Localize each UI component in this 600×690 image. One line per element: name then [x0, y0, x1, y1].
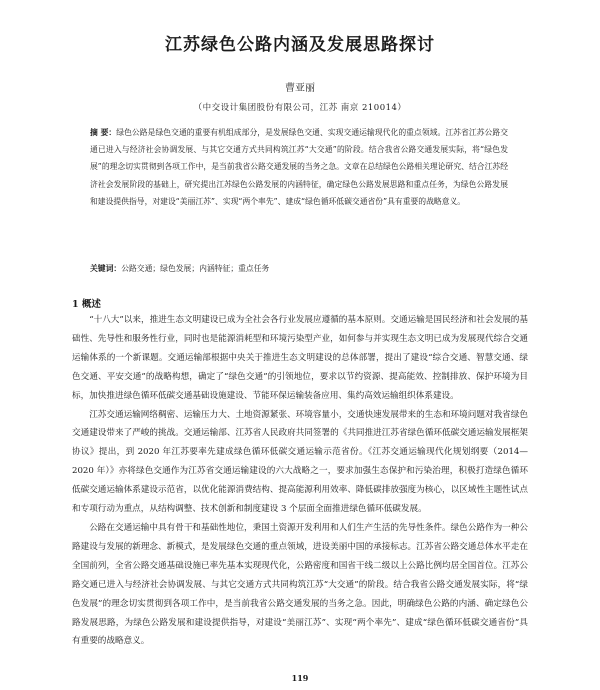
abstract-block: [90, 124, 508, 210]
keywords-block: [90, 262, 508, 276]
body-paragraph: 公路在交通运输中具有骨干和基础性地位，秉国土资源开发利用和人们生产生活的先导性条件。绿色公路作为一种公路建设与发展的新理念、新模式，是发展绿色交通的重点领域，进设美丽中国的承接标志。江苏省公路交通总体水平走在全国前列，全省公路交通基础设施已率先基本实现现代化，公路密度和国省干线二级以上公路比例均居全国首位。江苏公路交通已进入与经济社会协调发展、与其它交通方式共同构筑江苏“大交通”的阶段。结合我省公路交通发展实际，将“绿色发展”的理念切实贯彻到各项工作中，是当前我省公路交通发展的当务之急。因此，明确绿色公路的内涵、确定绿色公路发展思路，为绿色公路发展和建设提供指导，对建设“美丽江苏”、实现“两个率先”、建成“绿色循环低碳交通省份”具有重要的战略意义。: [72, 522, 528, 647]
abstract-text: 绿色公路是绿色交通的重要有机组成部分，是发展绿色交通、实现交通运输现代化的重点领域。江苏省江苏公路交通已进入与经济社会协调发展、与其它交通方式共同构筑江苏“大交通”的阶段。结合我省公路交通发展实际，将“绿色发展”的理念切实贯彻到各项工作中，是当前我省公路交通发展的当务之急。文章在总结绿色公路相关理论研究、结合江苏经济社会发展阶段的基础上，研究提出江苏绿色公路发展的内涵特征，确定绿色公路发展思路和重点任务，为绿色公路发展和建设提供指导，对建设“美丽江苏”、实现“两个率先”、建成“绿色循环低碳交通省份”具有重要的战略意义。: [90, 128, 508, 206]
body-paragraph: “十八大”以来，推进生态文明建设已成为全社会各行业发展应遵循的基本原则。交通运输是国民经济和社会发展的基础性、先导性和服务性行业，同时也是能源消耗型和环境污染型产业，如何参与并实现生态文明已成为发展现代综合交通运输体系的一个新课题。交通运输部根据中央关于推进生态文明建设的总体部署，提出了建设“综合交通、智慧交通、绿色交通、平安交通”的战略构想，确定了“绿色交通”的引领地位，要求以节约资源、提高能效、控制排放、保护环境为目标，加快推进绿色循环低碳交通基础设施建设、节能环保运输装备应用、集约高效运输组织体系建设。: [72, 315, 528, 401]
section-body: [72, 311, 528, 651]
keywords-text: 公路交通；绿色发展；内涵特征；重点任务: [121, 264, 270, 273]
abstract-label: 摘 要：: [90, 128, 117, 137]
author-affiliation: （中交设计集团股份有限公司，江苏 南京 210014）: [193, 103, 407, 113]
body-paragraph: 江苏交通运输网络稠密、运输压力大、土地资源紧张、环境容量小，交通快速发展带来的生态和环境问题对我省绿色交通建设带来了严峻的挑战。交通运输部、江苏省人民政府共同签署的《共同推进江苏省绿色循环低碳交通运输发展框架协议》提出，到 2020 年江苏要率先建成绿色循环低碳交通运输示范省份。《江苏交通运输现代化规划纲要（2014—2020 年）》亦将绿色交通作为江苏省交通运输建设的六大战略之一，要求加强生态保护和污染治理，积极打造绿色循环低碳交通运输体系建设示范省，以优化能源消费结构、提高能源利用效率、降低碳排放强度为核心，以区域性主题性试点和专项行动为重点，从结构调整、技术创新和制度建设 3 个层面全面推进绿色循环低碳发展。: [72, 409, 528, 515]
page-number: 119: [291, 673, 309, 683]
paper-title: 江苏绿色公路内涵及发展思路探讨: [165, 35, 435, 55]
keywords-label: 关键词：: [90, 264, 122, 273]
section-heading: 1 概述: [72, 299, 101, 310]
author-name: 曹亚丽: [285, 83, 315, 94]
